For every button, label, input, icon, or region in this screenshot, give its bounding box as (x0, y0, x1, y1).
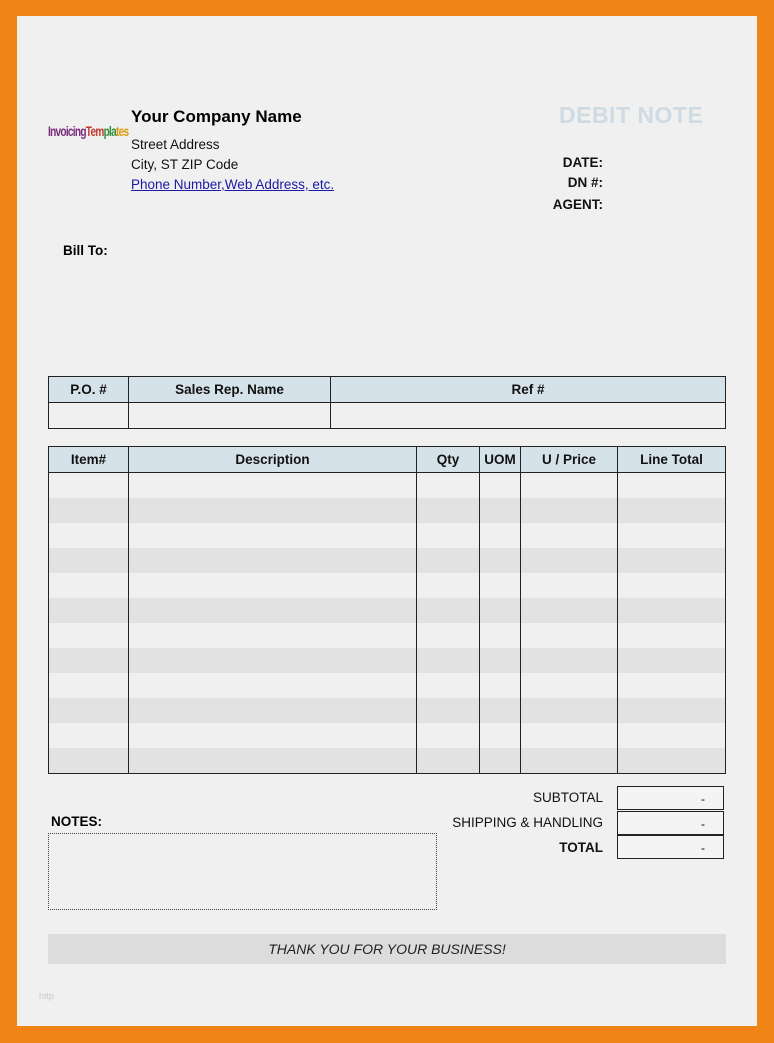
item-cell[interactable] (49, 723, 129, 748)
po-number-header: P.O. # (49, 377, 129, 403)
item-cell[interactable] (618, 648, 726, 673)
item-cell[interactable] (129, 473, 417, 499)
table-row (49, 548, 726, 573)
item-cell[interactable] (417, 698, 480, 723)
table-row (49, 573, 726, 598)
item-cell[interactable] (417, 598, 480, 623)
item-cell[interactable] (521, 473, 618, 499)
thank-you-banner: THANK YOU FOR YOUR BUSINESS! (48, 934, 726, 964)
city-state-zip: City, ST ZIP Code (131, 157, 239, 172)
watermark: http (39, 991, 55, 1001)
item-cell[interactable] (521, 723, 618, 748)
table-row (49, 698, 726, 723)
item-cell[interactable] (618, 498, 726, 523)
item-cell[interactable] (129, 673, 417, 698)
description-header: Description (129, 447, 417, 473)
item-cell[interactable] (521, 748, 618, 774)
item-cell[interactable] (618, 698, 726, 723)
bill-to-label: Bill To: (63, 243, 108, 258)
item-cell[interactable] (618, 748, 726, 774)
company-name: Your Company Name (131, 107, 302, 126)
table-row (49, 523, 726, 548)
total-label: TOTAL (559, 840, 603, 855)
item-cell[interactable] (521, 498, 618, 523)
subtotal-label: SUBTOTAL (532, 790, 603, 805)
item-cell[interactable] (129, 523, 417, 548)
debit-note-sheet (17, 16, 757, 1026)
item-cell[interactable] (417, 473, 480, 499)
unit-price-header: U / Price (521, 447, 618, 473)
item-cell[interactable] (49, 548, 129, 573)
table-row (49, 748, 726, 774)
table-row (49, 648, 726, 673)
table-row (49, 473, 726, 499)
item-cell[interactable] (521, 573, 618, 598)
item-cell[interactable] (49, 673, 129, 698)
item-cell[interactable] (480, 623, 521, 648)
item-cell[interactable] (618, 548, 726, 573)
item-cell[interactable] (417, 573, 480, 598)
item-cell[interactable] (618, 523, 726, 548)
item-cell[interactable] (49, 648, 129, 673)
item-cell[interactable] (417, 623, 480, 648)
sales-rep-cell[interactable] (129, 403, 331, 429)
item-number-header: Item# (49, 447, 129, 473)
table-row (49, 673, 726, 698)
item-cell[interactable] (480, 548, 521, 573)
item-cell[interactable] (129, 748, 417, 774)
date-label: DATE: (562, 155, 603, 170)
ref-number-cell[interactable] (331, 403, 726, 429)
item-cell[interactable] (521, 698, 618, 723)
item-cell[interactable] (521, 623, 618, 648)
items-table (48, 446, 726, 774)
ref-number-header: Ref # (331, 377, 726, 403)
item-cell[interactable] (49, 573, 129, 598)
item-cell[interactable] (417, 523, 480, 548)
item-cell[interactable] (618, 598, 726, 623)
item-cell[interactable] (480, 673, 521, 698)
contact-link[interactable]: Phone Number,Web Address, etc. (131, 177, 335, 192)
table-row (49, 598, 726, 623)
qty-header: Qty (417, 447, 480, 473)
item-cell[interactable] (129, 698, 417, 723)
item-cell[interactable] (129, 548, 417, 573)
table-row (49, 498, 726, 523)
street-address: Street Address (131, 137, 220, 152)
subtotal-value: - (617, 786, 724, 810)
item-cell[interactable] (129, 648, 417, 673)
item-cell[interactable] (618, 673, 726, 698)
item-cell[interactable] (521, 598, 618, 623)
notes-label: NOTES: (51, 814, 103, 829)
item-cell[interactable] (417, 673, 480, 698)
agent-label: AGENT: (552, 197, 603, 212)
item-cell[interactable] (480, 498, 521, 523)
item-cell[interactable] (417, 498, 480, 523)
item-cell[interactable] (417, 748, 480, 774)
item-cell[interactable] (521, 548, 618, 573)
total-value: - (617, 835, 724, 859)
item-cell[interactable] (129, 723, 417, 748)
item-cell[interactable] (521, 673, 618, 698)
item-cell[interactable] (618, 573, 726, 598)
shipping-value: - (617, 811, 724, 835)
item-cell[interactable] (618, 723, 726, 748)
item-cell[interactable] (49, 598, 129, 623)
item-cell[interactable] (521, 523, 618, 548)
item-cell[interactable] (480, 723, 521, 748)
item-cell[interactable] (618, 623, 726, 648)
table-row (49, 723, 726, 748)
item-cell[interactable] (129, 498, 417, 523)
item-cell[interactable] (480, 523, 521, 548)
item-cell[interactable] (417, 548, 480, 573)
company-logo: InvoicingTemplates (48, 123, 129, 139)
item-cell[interactable] (49, 623, 129, 648)
item-cell[interactable] (49, 473, 129, 499)
item-cell[interactable] (521, 648, 618, 673)
table-row (49, 623, 726, 648)
item-cell[interactable] (129, 623, 417, 648)
line-total-header: Line Total (618, 447, 726, 473)
item-cell[interactable] (417, 723, 480, 748)
item-cell[interactable] (129, 573, 417, 598)
item-cell[interactable] (49, 698, 129, 723)
dn-number-label: DN #: (567, 175, 603, 190)
item-cell[interactable] (480, 473, 521, 499)
po-number-cell[interactable] (49, 403, 129, 429)
item-cell[interactable] (49, 748, 129, 774)
uom-header: UOM (480, 447, 521, 473)
po-table (48, 376, 726, 429)
item-cell[interactable] (49, 498, 129, 523)
item-cell[interactable] (129, 598, 417, 623)
notes-box[interactable] (48, 833, 437, 910)
item-cell[interactable] (480, 598, 521, 623)
sales-rep-header: Sales Rep. Name (129, 377, 331, 403)
item-cell[interactable] (618, 473, 726, 499)
shipping-label: SHIPPING & HANDLING (452, 815, 603, 830)
item-cell[interactable] (417, 648, 480, 673)
item-cell[interactable] (480, 748, 521, 774)
item-cell[interactable] (49, 523, 129, 548)
document-title: DEBIT NOTE (559, 102, 704, 128)
item-cell[interactable] (480, 573, 521, 598)
item-cell[interactable] (480, 648, 521, 673)
item-cell[interactable] (480, 698, 521, 723)
